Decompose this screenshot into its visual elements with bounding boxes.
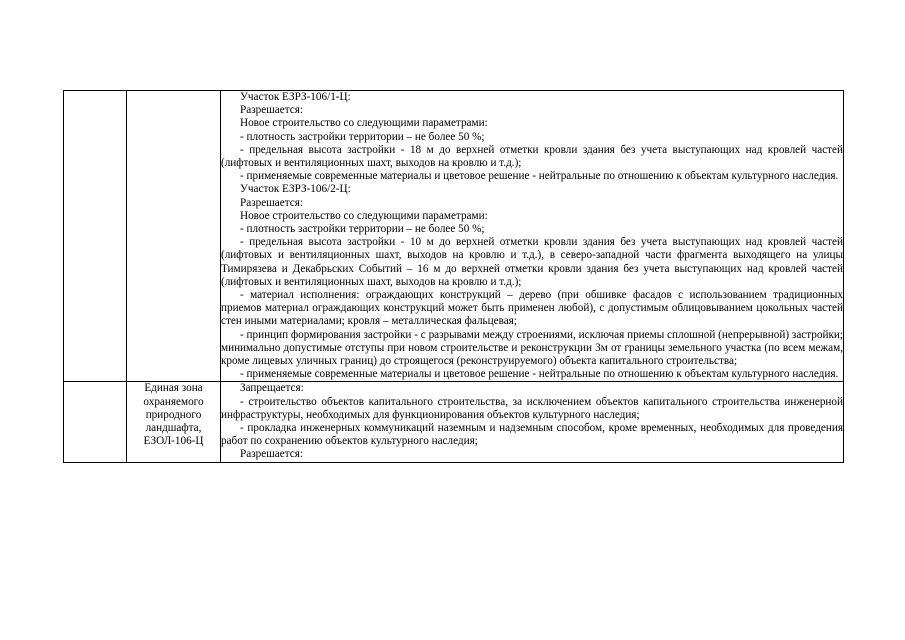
number-cell [64,91,127,382]
regulations-table [63,90,844,463]
requirement-paragraph: - предельная высота застройки - 18 м до верхней отметки кровли здания без учета выступающих над кровлей частей (лифтовых и вентиляционных шахт, выходов на кровлю и т.д.); [221,143,843,170]
requirement-paragraph: - применяемые современные материалы и цветовое решение - нейтральные по отношению к объектам культурного наследия. [240,368,839,381]
plot-heading: Участок ЕЗРЗ-106/2-Ц: [240,183,351,196]
requirements-cell [221,382,844,462]
requirement-paragraph: - плотность застройки территории – не более 50 %; [240,223,485,236]
zone-cell [127,91,221,382]
requirements-cell [221,91,844,382]
plot-heading: Участок ЕЗРЗ-106/1-Ц: [240,91,351,103]
requirement-paragraph: Новое строительство со следующими параметрами: [240,209,488,222]
requirement-paragraph: - строительство объектов капитального строительства, за исключением объектов капитального строительства инженерной инфраструктуры, необходимых для функционирования объектов культурного наследия; [221,395,843,421]
requirement-paragraph: Новое строительство со следующими параметрами: [240,117,488,130]
permitted-heading: Разрешается: [240,196,303,209]
requirement-paragraph: - принцип формирования застройки - с разрывами между строениями, исключая приемы сплошной (непрерывной) застройки; минимально допустимые отступы при новом строительстве и реконструкции 3м от границы земельного участка (по всем межам, кроме лицевых уличных границ) до строящегося (реконструируемого) объекта капитального строительства; [221,328,843,368]
zone-name-line: природного [145,408,202,421]
permitted-heading: Разрешается: [240,104,303,117]
requirement-paragraph: - плотность застройки территории – не более 50 %; [240,130,485,143]
table-row [64,91,844,382]
zone-code: ЕЗОЛ-106-Ц [143,435,204,448]
zone-name-line: ландшафта, [145,422,202,435]
requirement-paragraph: - материал исполнения: ограждающих конструкций – дерево (при обшивке фасадов с использованием традиционных приемов материал ограждающих конструкций может быть применен любой), с допустимым облицовыванием цокольных частей стен иными материалами; кровля – металлическая фальцевая; [221,289,843,328]
zone-cell [127,382,221,462]
requirement-paragraph: - применяемые современные материалы и цветовое решение - нейтральные по отношению к объектам культурного наследия. [240,170,839,183]
requirement-paragraph: - предельная высота застройки - 10 м до верхней отметки кровли здания без учета выступающих над кровлей частей (лифтовых и вентиляционных шахт, выходов на кровлю и т.д.), в северо-западной части фрагмента выходящего на улицы Тимирязева и Декабрьских Событий – 16 м до верхней отметки кровли здания без учета выступающих над кровлей частей (лифтовых и вентиляционных шахт, выходов на кровлю и т.д.); [221,236,843,288]
zone-name-line: Единая зона [144,382,203,395]
permitted-heading: Разрешается: [240,448,303,461]
requirement-paragraph: - прокладка инженерных коммуникаций наземным и надземным способом, кроме временных, необходимых для проведения работ по сохранению объектов культурного наследия; [221,422,843,448]
table-row [64,382,844,462]
prohibited-heading: Запрещается: [240,382,304,395]
zone-name-line: охраняемого [143,395,204,408]
number-cell [64,382,127,462]
